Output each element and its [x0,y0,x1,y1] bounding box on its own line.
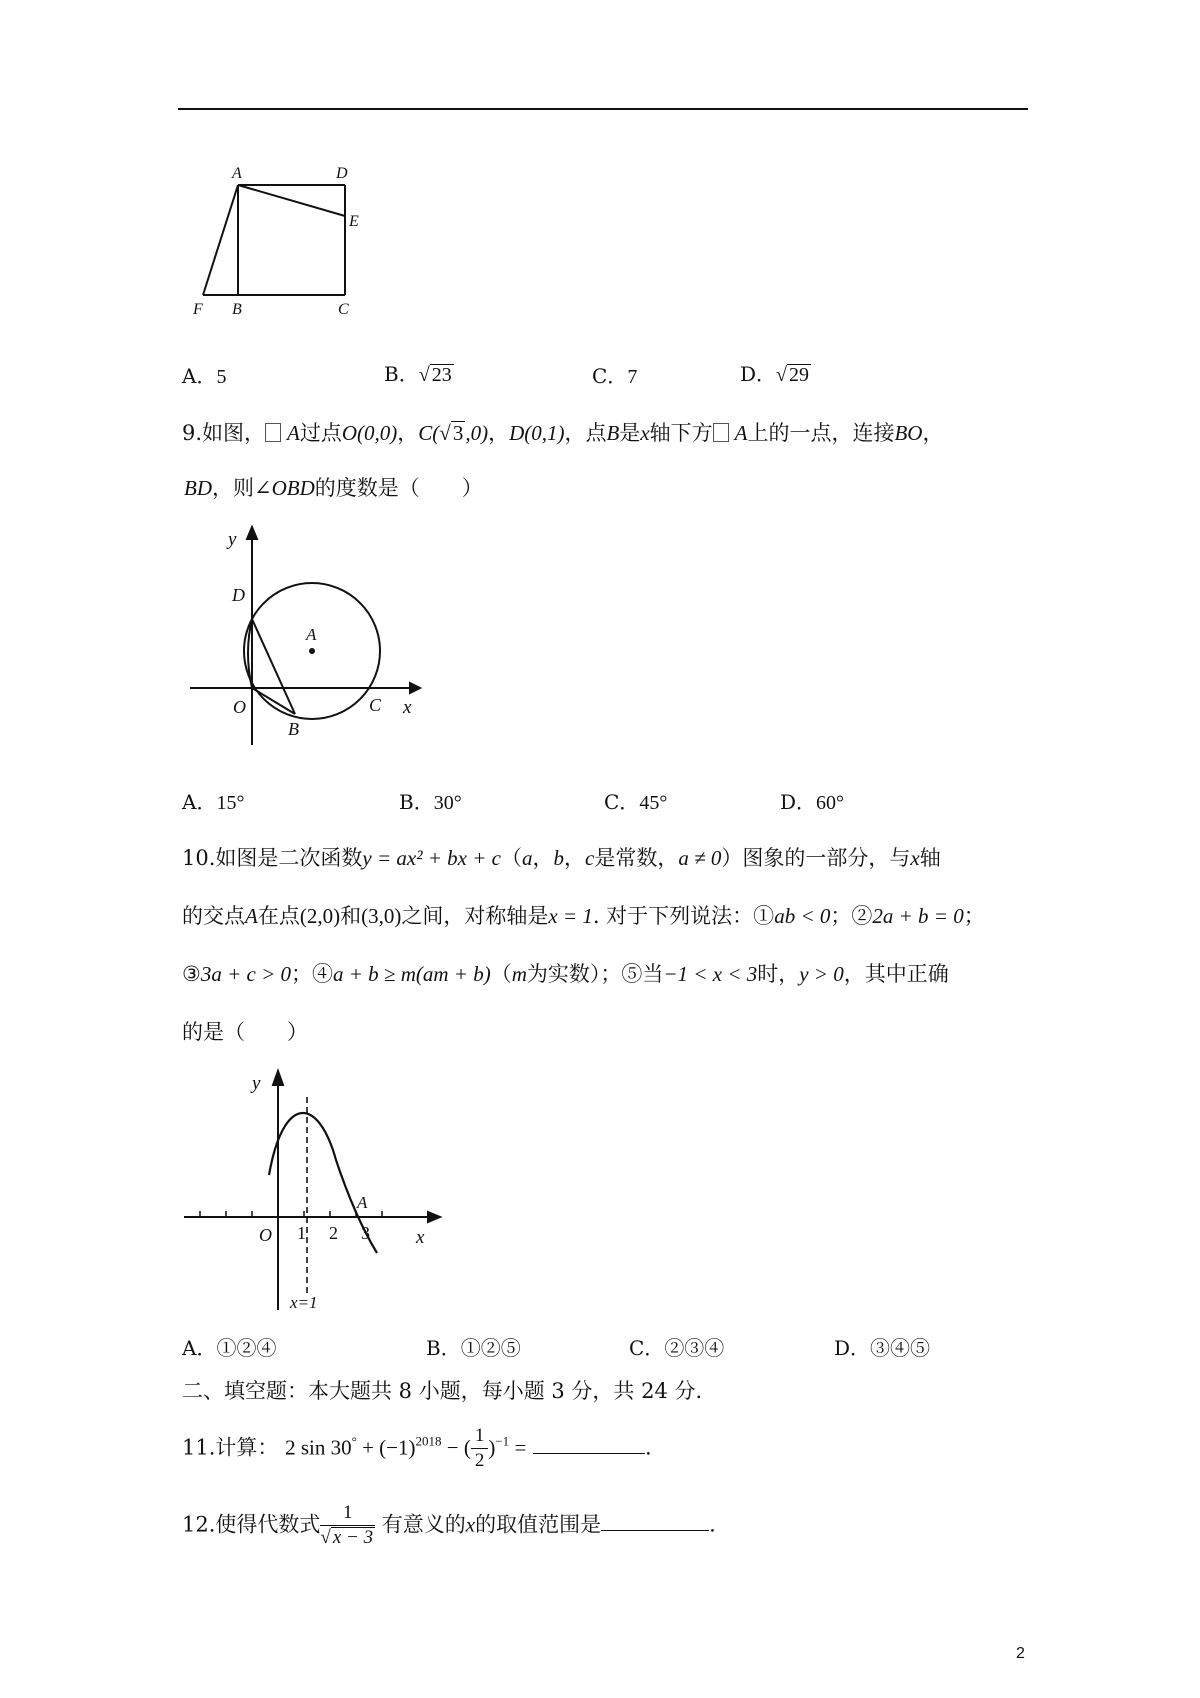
answer-blank[interactable] [601,1530,709,1531]
q9-line-2: BD，则∠OBD的度数是（ ） [184,476,483,500]
segment-af [203,185,238,295]
q10-line-1: 10.如图是二次函数y = ax² + bx + c（a，b，c是常数，a ≠ 0）图象的一部分，与x轴 [182,846,941,870]
answer-blank[interactable] [533,1453,645,1454]
label-y: y [252,1073,261,1094]
segment-db [252,619,295,714]
label-c: C [338,301,349,318]
label-axis: x=1 [290,1293,318,1312]
q8-figure [180,160,380,320]
label-o: O [259,1225,272,1245]
q9-line-1: 9.如图， A过点O(0,0)，C(√3,0)，D(0,1)，点B是x轴下方 A上的一点，连接BO， [182,421,944,445]
missing-glyph-icon [713,423,729,442]
fraction-expression: $\frac{1}{√ x - 3}$ [320,1502,374,1548]
q9-option-c: C．45° [604,790,668,814]
segment-ae [238,185,345,216]
label-d: D [232,585,245,605]
label-c: C [369,695,382,715]
q8-option-d: D．√ 29 [740,362,810,386]
label-a: A [306,625,317,644]
label-e: E [349,213,359,230]
label-f: F [193,301,203,318]
tick-label-2: 2 [329,1223,338,1243]
label-x: x [416,1227,425,1248]
q10-option-a: A．①②④ [182,1336,277,1360]
q8-option-b: B．√ 23 [384,362,452,386]
center-a [309,648,315,654]
fraction-one-half: $\frac{1}{2}$ [471,1425,489,1473]
header-rule [178,108,1028,110]
q11: 11.计算： 2 $\sin 30^\circ + (-1)^{2018}$ − ( $\frac{1}{2}$ )$^{-1}$ = . [182,1425,652,1471]
label-a: A [232,165,242,182]
q10-line-4: 的是（ ） [182,1020,308,1044]
label-y: y [228,529,237,550]
q8-option-c: C．7 [592,364,638,388]
q10-option-c: C．②③④ [629,1336,725,1360]
label-x: x [403,697,412,718]
q9-figure [186,525,426,755]
tick-label-1: 1 [297,1223,306,1243]
q10-option-d: D．③④⑤ [834,1336,931,1360]
q10-figure [178,1065,448,1325]
label-a: A [357,1193,368,1212]
q12: 12.使得代数式 $\frac{1}{√ x - 3}$ 有意义的x的取值范围是 . [182,1502,716,1548]
q9-option-b: B．30° [399,790,462,814]
q10-line-3: ③3a + c > 0；④a + b ≥ m(am + b)（m为实数）；⑤当−1 < x < 3时，y > 0，其中正确 [182,962,949,986]
label-d: D [336,165,348,182]
label-b: B [288,719,299,739]
q8-option-a: A．5 [182,364,227,388]
tick-label-3: 3 [361,1223,370,1243]
label-b: B [232,301,242,318]
q10-line-2: 的交点A在点(2,0)和(3,0)之间，对称轴是x = 1. 对于下列说法：①ab < 0；②2a + b = 0； [182,904,985,928]
page-number: 2 [1016,1645,1025,1662]
q9-option-d: D．60° [780,790,845,814]
q9-option-a: A．15° [182,790,245,814]
missing-glyph-icon [265,423,281,442]
q10-option-b: B．①②⑤ [426,1336,521,1360]
section-2-heading: 二、填空题：本大题共 8 小题，每小题 3 分，共 24 分. [182,1379,703,1403]
label-o: O [233,697,246,717]
